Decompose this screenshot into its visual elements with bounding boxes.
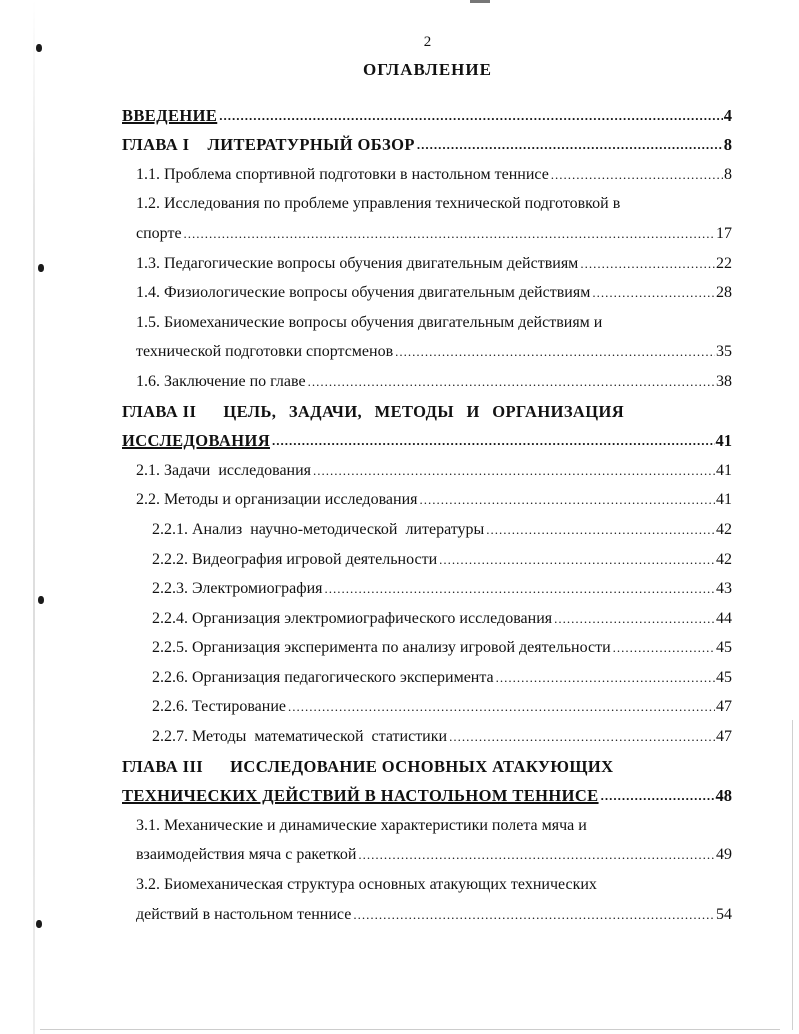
toc-entry-text: спорте: [136, 224, 182, 242]
toc-entry-chapter-2-continued: [122, 422, 732, 452]
toc-entry-page: 49: [716, 846, 732, 864]
toc-entry-page: 28: [716, 284, 732, 302]
toc-entry-2-2-7: [122, 717, 732, 747]
dot-leader: [601, 786, 715, 806]
toc-entry-1-2: [122, 185, 732, 215]
dot-leader: [420, 490, 716, 510]
toc-entry-text: технической подготовки спортсменов: [136, 343, 394, 361]
dot-leader: [417, 135, 723, 155]
toc-entry-text: 2.2.4. Организация электромиографического исследования: [152, 609, 553, 627]
toc-entry-text: взаимодействия мяча с ракеткой: [136, 846, 357, 864]
toc-entry-page: 44: [716, 609, 732, 627]
dot-leader: [325, 579, 715, 599]
toc-entry-text: ИССЛЕДОВАНИЯ: [122, 431, 271, 451]
toc-entry-text: ВВЕДЕНИЕ: [122, 105, 218, 125]
toc-entry-text: действий в настольном теннисе: [136, 905, 352, 923]
toc-entry-2-2-6-testing: [122, 688, 732, 718]
dot-leader: [592, 283, 715, 303]
toc-entry-text: ГЛАВА I ЛИТЕРАТУРНЫЙ ОБЗОР: [122, 135, 415, 155]
toc-entry-text: 1.2. Исследования по проблеме управления технической подготовкой в: [136, 195, 621, 213]
toc-entry-1-6: [122, 362, 732, 392]
toc-entry-1-5: [122, 303, 732, 333]
toc-entry-page: 47: [716, 728, 732, 746]
toc-entry-text: 2.2.2. Видеография игровой деятельности: [152, 550, 438, 568]
dot-leader: [288, 697, 715, 717]
chapter-label: ГЛАВА II: [122, 401, 197, 421]
dot-leader: [395, 342, 715, 362]
toc-entry-text: 1.3. Педагогические вопросы обучения двигательным действиям: [136, 254, 579, 272]
toc-entry-text: 1.6. Заключение по главе: [136, 372, 306, 390]
dot-leader: [580, 254, 715, 274]
chapter-title: ИССЛЕДОВАНИЕ ОСНОВНЫХ АТАКУЮЩИХ: [230, 756, 614, 776]
toc-entry-page: 43: [716, 580, 732, 598]
toc-entry-page: 48: [715, 786, 732, 806]
toc-entry-page: 54: [716, 905, 732, 923]
toc-entry-1-1: [122, 155, 732, 185]
dot-leader: [613, 638, 715, 658]
dot-leader: [486, 520, 715, 540]
toc-entry-page: 41: [715, 431, 732, 451]
chapter-title: ЦЕЛЬ, ЗАДАЧИ, МЕТОДЫ И ОРГАНИЗАЦИЯ: [223, 401, 625, 421]
toc-entry-text: 2.1. Задачи исследования: [136, 461, 312, 479]
dot-leader: [184, 224, 715, 244]
scan-edge: [40, 1029, 780, 1030]
toc-entry-1-2-continued: [122, 214, 732, 244]
dot-leader: [551, 165, 723, 185]
toc-entry-text: 2.2.3. Электромиография: [152, 580, 323, 598]
toc-entry-text: 2.2.1. Анализ научно-методической литературы: [152, 520, 485, 538]
toc-entry-3-1-continued: [122, 836, 732, 866]
toc-entry-2-2-2: [122, 540, 732, 570]
toc-entry-text: 2.2.7. Методы математической статистики: [152, 728, 448, 746]
toc-entry-chapter-2: [122, 392, 732, 422]
dot-leader: [496, 668, 715, 688]
toc-entry-2-2-1: [122, 510, 732, 540]
table-of-contents: [122, 96, 732, 925]
toc-entry-text: 1.4. Физиологические вопросы обучения двигательным действиям: [136, 284, 591, 302]
toc-entry-2-2-4: [122, 599, 732, 629]
chapter-label: ГЛАВА III: [122, 756, 204, 776]
toc-entry-text: 2.2.6. Тестирование: [152, 698, 286, 716]
scan-mark: [470, 0, 490, 3]
toc-entry-2-2: [122, 481, 732, 511]
toc-entry-3-2-continued: [122, 895, 732, 925]
dot-leader: [439, 550, 715, 570]
toc-entry-page: 22: [716, 254, 732, 272]
toc-entry-page: 45: [716, 639, 732, 657]
toc-entry-text: 3.1. Механические и динамические характеристики полета мяча и: [136, 816, 587, 834]
toc-entry-text: 2.2. Методы и организации исследования: [136, 491, 418, 509]
scan-edge: [33, 0, 35, 1034]
toc-entry-page: 17: [716, 224, 732, 242]
dot-leader: [219, 106, 723, 126]
toc-entry-page: 42: [716, 550, 732, 568]
toc-entry-page: 41: [716, 491, 732, 509]
toc-entry-1-4: [122, 274, 732, 304]
toc-entry-page: 35: [716, 343, 732, 361]
page-number: 2: [423, 34, 432, 50]
toc-entry-page: 41: [716, 461, 732, 479]
toc-entry-page: 8: [723, 135, 732, 155]
toc-entry-2-2-3: [122, 570, 732, 600]
dot-leader: [308, 372, 715, 392]
toc-entry-page: 8: [724, 165, 732, 183]
dot-leader: [554, 609, 715, 629]
toc-entry-chapter-3: [122, 747, 732, 777]
toc-entry-chapter-3-continued: [122, 777, 732, 807]
toc-entry-text: 1.1. Проблема спортивной подготовки в настольном теннисе: [136, 165, 549, 183]
toc-entry-text: 1.5. Биомеханические вопросы обучения двигательным действиям и: [136, 313, 603, 331]
toc-entry-text: 3.2. Биомеханическая структура основных атакующих технических: [136, 876, 597, 894]
toc-entry-page: 42: [716, 520, 732, 538]
toc-entry-page: 45: [716, 668, 732, 686]
dot-leader: [313, 461, 715, 481]
scan-dot: [38, 264, 44, 272]
toc-entry-2-2-5: [122, 629, 732, 659]
dot-leader: [272, 431, 714, 451]
toc-title: ОГЛАВЛЕНИЕ: [363, 60, 492, 79]
toc-entry-page: 38: [716, 372, 732, 390]
dot-leader: [358, 845, 715, 865]
scan-dot: [36, 920, 42, 928]
toc-entry-text: 2.2.5. Организация эксперимента по анализу игровой деятельности: [152, 639, 611, 657]
dot-leader: [353, 905, 715, 925]
toc-entry-text: [122, 757, 615, 777]
toc-entry-page: 4: [723, 105, 732, 125]
toc-entry-2-1: [122, 451, 732, 481]
scan-dot: [38, 596, 44, 604]
toc-entry-text: ТЕХНИЧЕСКИХ ДЕЙСТВИЙ В НАСТОЛЬНОМ ТЕННИСЕ: [122, 786, 599, 806]
toc-entry-page: 47: [716, 698, 732, 716]
toc-entry-1-5-continued: [122, 333, 732, 363]
toc-entry-chapter-1: [122, 126, 732, 156]
toc-entry-3-1: [122, 806, 732, 836]
toc-entry-2-2-6: [122, 658, 732, 688]
scan-edge: [792, 720, 793, 1030]
toc-entry-3-2: [122, 865, 732, 895]
toc-entry-text: [122, 402, 626, 422]
toc-entry-introduction: [122, 96, 732, 126]
toc-entry-1-3: [122, 244, 732, 274]
dot-leader: [449, 727, 715, 747]
toc-entry-text: 2.2.6. Организация педагогического эксперимента: [152, 668, 494, 686]
